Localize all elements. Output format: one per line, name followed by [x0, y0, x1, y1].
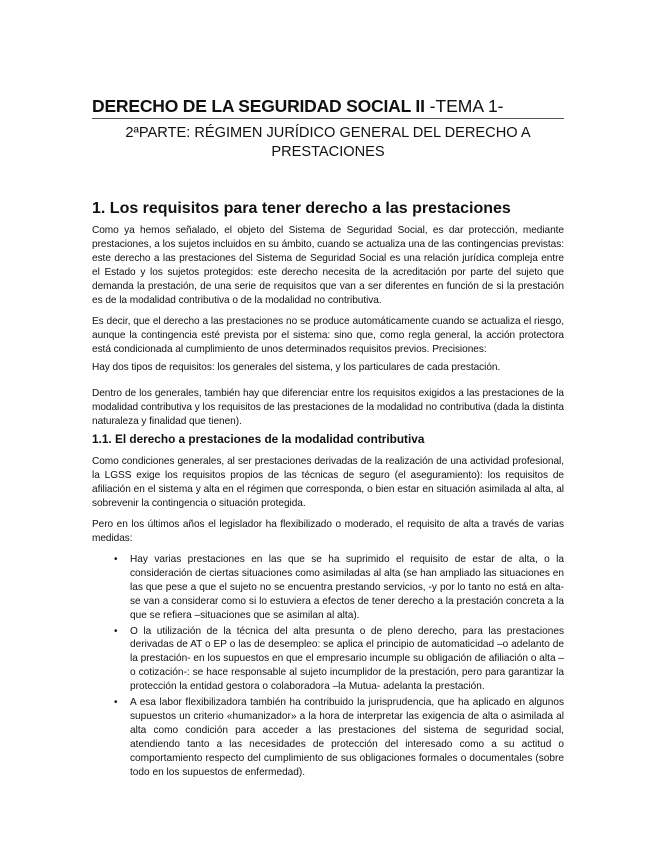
section-1-paragraph-4: Dentro de los generales, también hay que diferenciar entre los requisitos exigidos a las prestaciones de la modalidad contributiva y los requisitos de las prestaciones de la modalidad no contributiva (dada la distinta naturaleza y finalidad que tienen). — [92, 388, 564, 427]
flexibilization-measures-list — [92, 553, 564, 782]
bullet-icon: • — [114, 625, 118, 637]
list-item — [92, 625, 564, 695]
bullet-icon: • — [114, 554, 118, 565]
list-item-text: A esa labor flexibilizadora también ha contribuido la jurisprudencia, que ha aplicado en algunos supuestos un criterio «humanizador» a la hora de interpretar las exigencia de alta o asimilada al alta como condición para acceder a las prestaciones del sistema de seguridad social, atendiendo tanto a las necesidades de protección del interesado como a su actitud o comportamiento respecto del cumplimiento de sus obligaciones formales o documentales (sobre todo en los supuestos de enfermedad). — [130, 697, 564, 778]
section-1-paragraph-1: Como ya hemos señalado, el objeto del Sistema de Seguridad Social, es dar protección, mediante prestaciones, a los sujetos incluidos en su ámbito, cuando se actualiza una de las contingencias previstas: este derecho a las prestaciones del Sistema de Seguridad Social es una relación jurídica compleja entre el Estado y los sujetos protegidos: este derecho necesita de la acreditación por parte del sujeto que demanda la prestación, de una serie de requisitos que van a ser diferentes en función de si la prestación es de la modalidad contributiva o de la modalidad no contributiva. — [92, 225, 564, 306]
list-item-text: O la utilización de la técnica del alta presunta o de pleno derecho, para las prestaciones derivadas de AT o EP o las de desempleo: se aplica el principio de automaticidad –o adelanto de la prestación- en los supuestos en que el empresario incumple su obligación de afiliación o alta – o cotización-: se hace responsable al sujeto incumplidor de la prestación, pero para garantizar la protección la entidad gestora o colaboradora –la Mutua- adelanta la prestación. — [130, 625, 564, 693]
document-title-main: DERECHO DE LA SEGURIDAD SOCIAL II — [92, 96, 425, 116]
document-subtitle: 2ªPARTE: RÉGIMEN JURÍDICO GENERAL DEL DERECHO A PRESTACIONES — [125, 125, 531, 160]
section-1-1-paragraph-1: Como condiciones generales, al ser prestaciones derivadas de la realización de una actividad profesional, la LGSS exige los requisitos propios de las técnicas de seguro (el aseguramiento): los requisitos de afiliación en el sistema y alta en el régimen que corresponda, o bien estar en situación asimilada al alta, al sobrevenir la contingencia o situación protegida. — [92, 456, 564, 509]
section-1-1-paragraph-2: Pero en los últimos años el legislador ha flexibilizado o moderado, el requisito de alta a través de varias medidas: — [92, 519, 564, 544]
section-1-paragraph-2: Es decir, que el derecho a las prestaciones no se produce automáticamente cuando se actualiza el riesgo, aunque la contingencia esté prevista por el sistema: sino que, como regla general, la acción protectora está condicionada al cumplimiento de unos determinados requisitos previos. Precisiones: — [92, 316, 564, 355]
section-1-paragraph-3: Hay dos tipos de requisitos: los generales del sistema, y los particulares de cada prestación. — [92, 362, 501, 373]
bullet-icon: • — [114, 697, 118, 709]
title-divider — [92, 118, 564, 119]
list-item — [92, 696, 564, 779]
document-title-tema: -TEMA 1- — [424, 96, 504, 116]
list-item — [92, 553, 564, 623]
document-title — [92, 95, 564, 117]
list-item-text: Hay varias prestaciones en las que se ha suprimido el requisito de estar de alta, o la consideración de ciertas situaciones como asimiladas al alta (se han ampliado las situaciones en las que pese a que el sujeto no se encuentra prestando servicios, -y por lo tanto no está en alta- se van a considerar como si lo estuviera a efectos de tener derecho a la prestación concreta a la que se refiera –situaciones que se asimilan al alta). — [130, 554, 564, 621]
section-1-1-heading: 1.1. El derecho a prestaciones de la modalidad contributiva — [92, 432, 425, 446]
section-1-heading: 1. Los requisitos para tener derecho a las prestaciones — [92, 200, 511, 217]
